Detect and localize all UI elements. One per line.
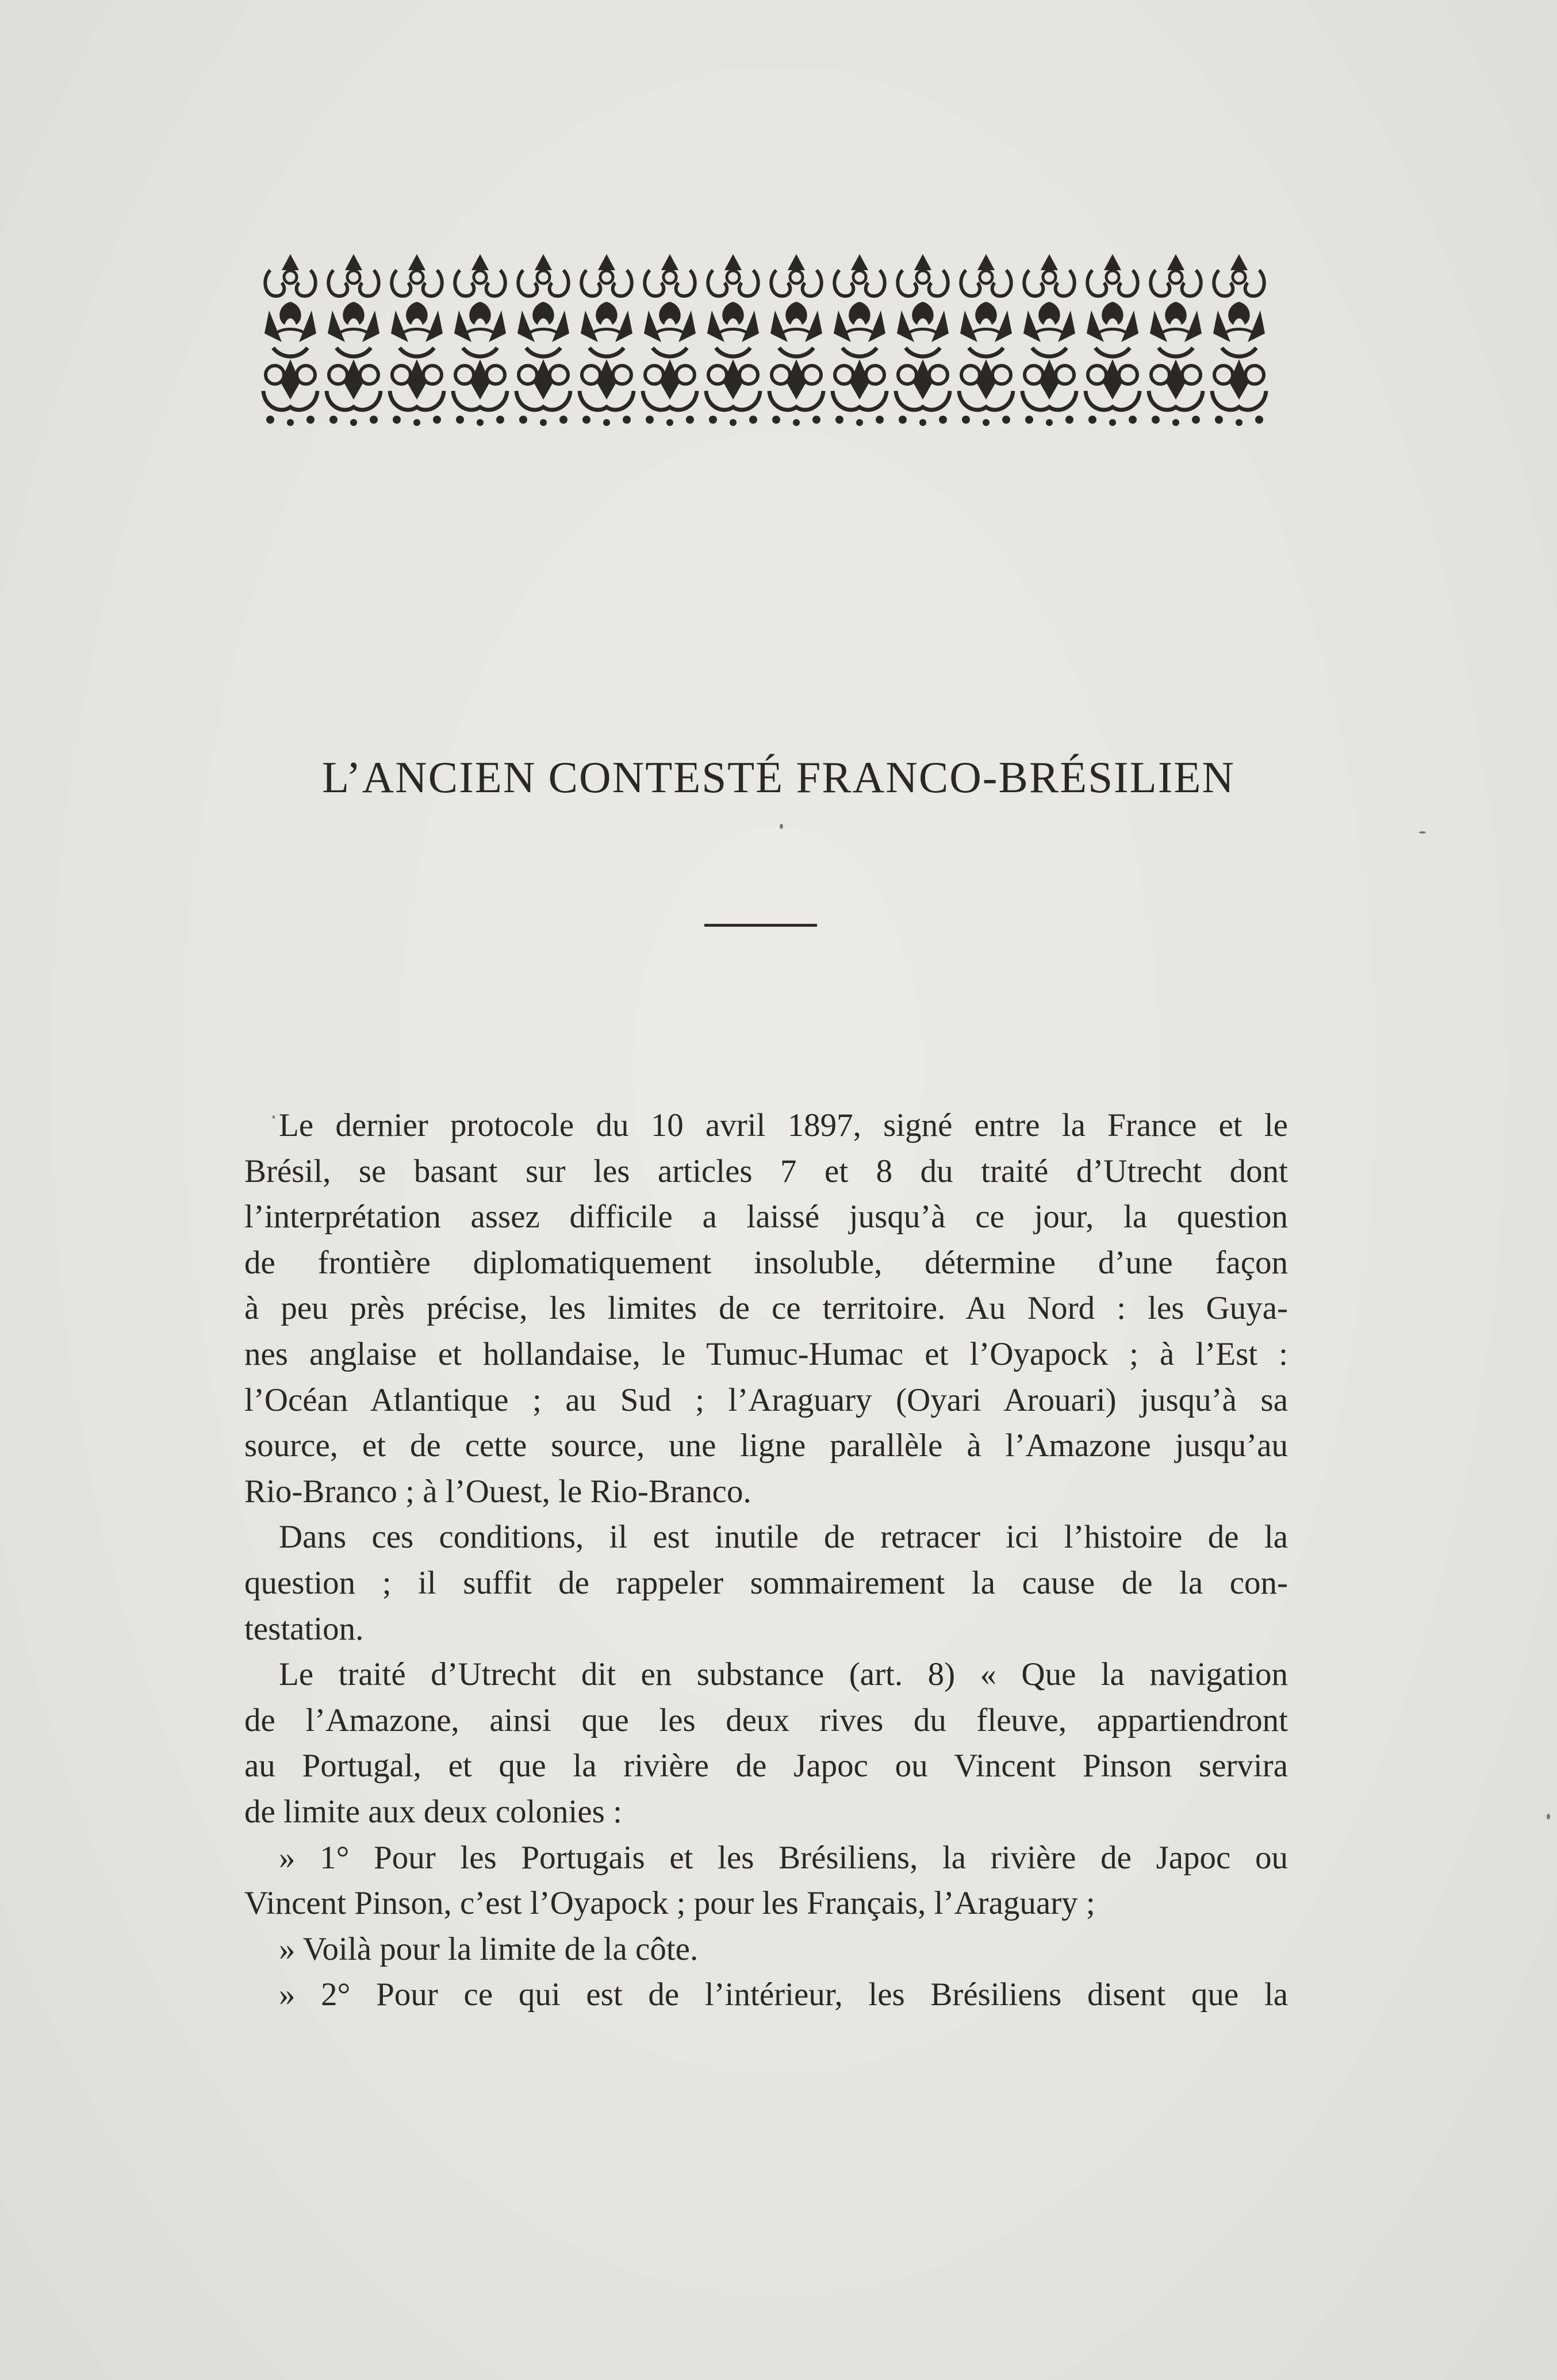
decorative-header-band [259, 247, 1271, 437]
paragraph-2 [244, 1514, 1288, 1652]
paragraph-5 [244, 1926, 1288, 1972]
text-line: Le dernier protocole du 10 avril 1897, signé entre la France et le [279, 1107, 1288, 1143]
paper-speck [780, 824, 783, 829]
paper-speck [273, 1115, 275, 1119]
paper-speck [1419, 831, 1426, 834]
text-line: à peu près précise, les limites de ce territoire. Au Nord : les Guya- [244, 1290, 1288, 1327]
text-line: » 1° Pour les Portugais et les Brésiliens, la rivière de Japoc ou [279, 1839, 1288, 1876]
paragraph-1 [244, 1103, 1288, 1514]
text-line: Le traité d’Utrecht dit en substance (art. 8) « Que la navigation [279, 1656, 1288, 1693]
text-line: Vincent Pinson, c’est l’Oyapock ; pour les Français, l’Araguary ; [244, 1885, 1095, 1922]
text-line: l’interprétation assez difficile a laissé jusqu’à ce jour, la question [244, 1199, 1288, 1235]
text-line: de frontière diplomatiquement insoluble, détermine d’une façon [244, 1244, 1288, 1281]
text-line: Brésil, se basant sur les articles 7 et 8 du traité d’Utrecht dont [244, 1153, 1288, 1189]
text-line: l’Océan Atlantique ; au Sud ; l’Araguary (Oyari Arouari) jusqu’à sa [244, 1381, 1288, 1418]
paper-speck [1547, 1814, 1550, 1819]
paragraph-3 [244, 1652, 1288, 1834]
body-text [244, 1103, 1288, 2018]
text-line: Rio-Branco ; à l’Ouest, le Rio-Branco. [244, 1473, 751, 1510]
text-line: » 2° Pour ce qui est de l’intérieur, les Brésiliens disent que la [279, 1976, 1288, 2013]
text-line: Dans ces conditions, il est inutile de retracer ici l’histoire de la [279, 1519, 1288, 1556]
text-line: testation. [244, 1610, 364, 1647]
paragraph-6 [244, 1972, 1288, 2018]
page-title: L’ANCIEN CONTESTÉ FRANCO-BRÉSILIEN [321, 753, 1236, 802]
text-line: de l’Amazone, ainsi que les deux rives du fleuve, appartiendront [244, 1702, 1288, 1738]
title-rule-divider [704, 924, 817, 927]
text-line: nes anglaise et hollandaise, le Tumuc-Humac et l’Oyapock ; à l’Est : [244, 1335, 1288, 1372]
text-line: source, et de cette source, une ligne parallèle à l’Amazone jusqu’au [244, 1427, 1288, 1464]
text-line: question ; il suffit de rappeler sommairement la cause de la con- [244, 1564, 1288, 1601]
text-line: au Portugal, et que la rivière de Japoc ou Vincent Pinson servira [244, 1748, 1288, 1784]
text-line: » Voilà pour la limite de la côte. [279, 1930, 699, 1967]
text-line: de limite aux deux colonies : [244, 1793, 622, 1830]
paragraph-4 [244, 1835, 1288, 1926]
